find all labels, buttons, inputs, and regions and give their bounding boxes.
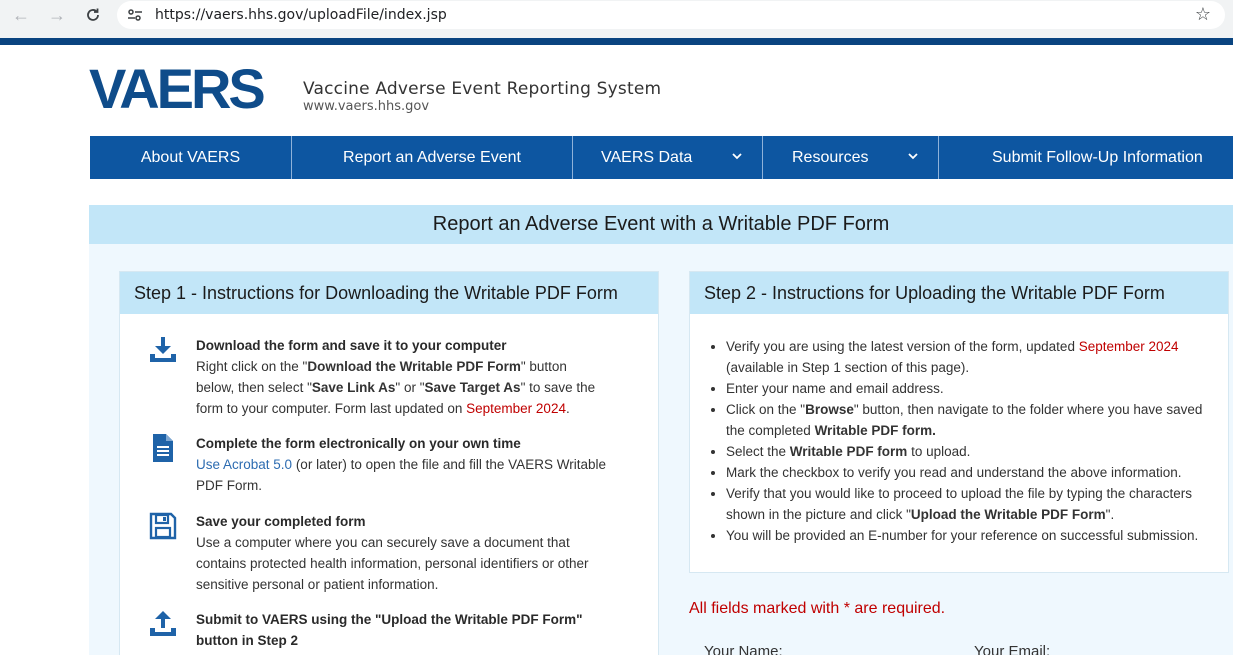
step-submit xyxy=(148,609,628,653)
text-fragment: Select the xyxy=(726,444,790,459)
site-url: www.vaers.hhs.gov xyxy=(303,99,430,114)
logo-text: VAERS xyxy=(89,60,263,120)
download-icon xyxy=(148,335,178,365)
list-item: • Enter your name and email address. xyxy=(726,378,1210,399)
list-item: • Mark the checkbox to verify you read and understand the above information. xyxy=(726,462,1210,483)
text-fragment: to upload. xyxy=(907,444,971,459)
email-field-label: Your Email: xyxy=(974,643,1051,655)
nav-label: About VAERS xyxy=(140,148,241,166)
address-bar[interactable] xyxy=(117,1,1225,29)
text-fragment: " button, then navigate to the folder where you have saved the completed xyxy=(726,402,1203,438)
step-download-text xyxy=(196,335,606,419)
nav-resources[interactable] xyxy=(763,136,939,179)
nav-report-adverse-event[interactable] xyxy=(292,136,573,179)
list-item xyxy=(726,399,1210,441)
back-arrow-icon[interactable]: ← xyxy=(12,4,30,25)
text-fragment: Use a computer where you can securely save a document that contains protected health information, personal identifiers or other sensitive personal or patient information. xyxy=(196,535,589,592)
floppy-disk-icon xyxy=(148,511,178,541)
list-item xyxy=(726,336,1210,378)
step-complete-text xyxy=(196,433,606,496)
step-save-text xyxy=(196,511,606,595)
required-fields-note: All fields marked with * are required. xyxy=(689,600,946,617)
text-bold: Writable PDF form. xyxy=(814,423,936,438)
reload-icon[interactable] xyxy=(78,4,108,26)
browser-toolbar xyxy=(0,0,1233,38)
nav-label: Submit Follow-Up Information xyxy=(992,148,1203,166)
nav-label: Report an Adverse Event xyxy=(343,148,521,166)
main-navigation xyxy=(90,136,1233,179)
forward-arrow-icon[interactable]: → xyxy=(48,4,66,25)
upload-instructions-list xyxy=(710,336,1210,546)
form-updated-date: September 2024 xyxy=(1078,339,1179,354)
step2-heading: Step 2 - Instructions for Uploading the Writable PDF Form xyxy=(690,272,1228,314)
list-item xyxy=(726,441,1210,462)
nav-submit-follow-up[interactable] xyxy=(939,136,1233,179)
site-top-bar xyxy=(0,38,1233,45)
chevron-down-icon xyxy=(906,149,920,163)
step-complete xyxy=(148,433,628,497)
step-complete-title: Complete the form electronically on your own time xyxy=(196,436,521,451)
list-item: • You will be provided an E-number for your reference on successful submission. xyxy=(726,525,1210,546)
document-icon xyxy=(148,433,178,463)
vaers-logo[interactable] xyxy=(89,60,299,120)
page-title: Report an Adverse Event with a Writable PDF Form xyxy=(89,205,1233,244)
bookmark-star-icon[interactable]: ☆ xyxy=(1194,4,1211,24)
text-bold: Download the Writable PDF Form xyxy=(307,359,521,374)
step-save xyxy=(148,511,628,595)
text-bold: Save Target As xyxy=(424,380,521,395)
text-fragment: " to save the form to your computer. Form last updated on xyxy=(196,380,596,416)
acrobat-link[interactable]: Use Acrobat 5.0 xyxy=(196,457,293,472)
site-settings-icon[interactable] xyxy=(127,7,143,23)
url-text[interactable]: https://vaers.hhs.gov/uploadFile/index.jsp xyxy=(155,7,447,23)
text-fragment: Right click on the " xyxy=(196,359,308,374)
step-download-title: Download the form and save it to your computer xyxy=(196,338,507,353)
system-name: Vaccine Adverse Event Reporting System xyxy=(303,79,662,99)
nav-label: VAERS Data xyxy=(601,148,693,166)
step1-heading: Step 1 - Instructions for Downloading the Writable PDF Form xyxy=(120,272,658,314)
text-fragment: (available in Step 1 section of this page). xyxy=(726,360,970,375)
nav-about-vaers[interactable] xyxy=(90,136,292,179)
text-bold: Save Link As xyxy=(311,380,396,395)
step-download xyxy=(148,335,628,419)
text-bold: Upload the Writable PDF Form xyxy=(910,507,1106,522)
text-fragment: . xyxy=(565,401,570,416)
text-fragment: Verify that you would like to proceed to upload the file by typing the characters shown in the picture and click " xyxy=(726,486,1193,522)
step1-panel xyxy=(119,271,659,655)
name-field-label: Your Name: xyxy=(704,643,783,655)
text-fragment: Verify you are using the latest version of the form, updated xyxy=(726,339,1079,354)
chevron-down-icon xyxy=(730,149,744,163)
step-save-title: Save your completed form xyxy=(196,514,366,529)
text-fragment: ". xyxy=(1105,507,1115,522)
form-updated-date: September 2024 xyxy=(466,401,566,416)
text-bold: Writable PDF form xyxy=(789,444,908,459)
step-submit-text xyxy=(196,609,606,651)
upload-icon xyxy=(148,609,178,639)
text-fragment: (or later) to open the file and fill the VAERS Writable PDF Form. xyxy=(196,457,606,493)
step-submit-title: Submit to VAERS using the "Upload the Writable PDF Form" button in Step 2 xyxy=(196,612,583,648)
text-fragment: " or " xyxy=(395,380,425,395)
text-bold: Browse xyxy=(805,402,854,417)
nav-label: Resources xyxy=(792,148,869,166)
text-fragment: Click on the " xyxy=(726,402,806,417)
text-fragment: " button below, then select " xyxy=(196,359,567,395)
nav-vaers-data[interactable] xyxy=(573,136,763,179)
list-item xyxy=(726,483,1210,525)
step2-panel xyxy=(689,271,1229,573)
